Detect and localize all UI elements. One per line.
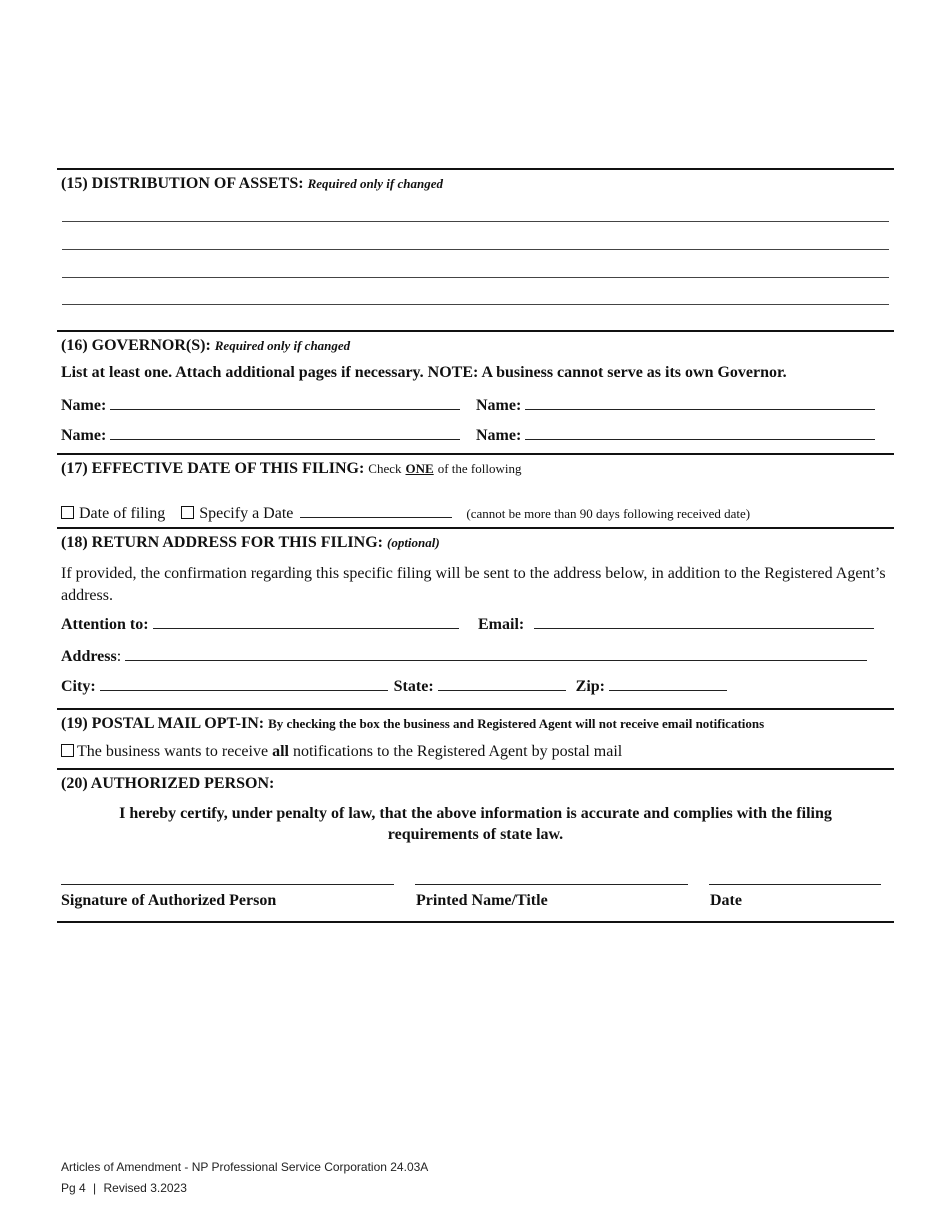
- attention-label: Attention to:: [61, 616, 149, 633]
- footer-form-title: Articles of Amendment - NP Professional Service Corporation 24.03A: [61, 1160, 429, 1174]
- postal-text-pre: The business wants to receive: [77, 743, 269, 760]
- date-of-filing-checkbox[interactable]: [61, 506, 74, 519]
- assets-line-3[interactable]: [62, 277, 889, 278]
- zip-field[interactable]: [609, 676, 727, 691]
- governor-name-field-3[interactable]: [110, 425, 460, 440]
- governor-name-field-2[interactable]: [525, 395, 875, 410]
- section-authorized-person: [57, 768, 894, 923]
- date-line[interactable]: [709, 884, 881, 885]
- specify-date-checkbox[interactable]: [181, 506, 194, 519]
- signature-label: Signature of Authorized Person: [61, 892, 277, 909]
- assets-line-4[interactable]: [62, 304, 889, 305]
- date-of-filing-label: Date of filing: [79, 505, 166, 522]
- section-postal-mail-opt-in: [57, 708, 894, 768]
- printed-name-line[interactable]: [415, 884, 688, 885]
- footer-revised: Revised 3.2023: [103, 1181, 187, 1195]
- postal-text-post: notifications to the Registered Agent by postal mail: [292, 743, 623, 760]
- section-governors: [57, 330, 894, 453]
- section-effective-date: [57, 453, 894, 527]
- assets-line-2[interactable]: [62, 249, 889, 250]
- address-field[interactable]: [125, 646, 867, 661]
- governor-name-label: Name:: [476, 397, 522, 414]
- governor-name-label: Name:: [61, 427, 107, 444]
- governor-name-field-1[interactable]: [110, 395, 460, 410]
- footer-page-number: Pg 4: [61, 1181, 86, 1195]
- email-label: Email:: [478, 616, 525, 633]
- signature-line[interactable]: [61, 884, 394, 885]
- check-post-text: of the following: [437, 461, 522, 476]
- footer-page-info: [61, 1181, 187, 1195]
- section-15-note: Required only if changed: [307, 176, 443, 191]
- governor-instruction: List at least one. Attach additional pages if necessary. NOTE: A business cannot serve as its own Governor.: [61, 364, 787, 381]
- date-limit-note: (cannot be more than 90 days following received date): [466, 506, 751, 521]
- state-field[interactable]: [438, 676, 566, 691]
- address-label: Address: [61, 648, 117, 665]
- section-return-address: [57, 527, 894, 708]
- email-field[interactable]: [534, 614, 874, 629]
- governor-name-field-4[interactable]: [525, 425, 875, 440]
- section-19-heading: (19) POSTAL MAIL OPT-IN:: [61, 715, 265, 732]
- section-distribution-of-assets: [57, 168, 894, 330]
- section-18-heading: (18) RETURN ADDRESS FOR THIS FILING:: [61, 534, 383, 551]
- section-19-note: By checking the box the business and Registered Agent will not receive email notifications: [268, 716, 765, 731]
- governor-name-label: Name:: [61, 397, 107, 414]
- attention-field[interactable]: [153, 614, 459, 629]
- state-label: State:: [393, 678, 434, 695]
- address-colon: :: [116, 648, 122, 665]
- check-pre-text: Check: [368, 461, 402, 476]
- printed-name-label: Printed Name/Title: [416, 892, 548, 909]
- section-17-heading: (17) EFFECTIVE DATE OF THIS FILING:: [61, 460, 365, 477]
- certification-statement: I hereby certify, under penalty of law, that the above information is accurate and complies with the filing requirements of state law.: [119, 805, 832, 843]
- section-16-note: Required only if changed: [214, 338, 351, 353]
- date-label: Date: [710, 892, 742, 909]
- section-18-note: (optional): [386, 535, 440, 550]
- return-address-instructions: If provided, the confirmation regarding this specific filing will be sent to the address below, in addition to the Registered Agent’s address.: [61, 565, 886, 604]
- city-field[interactable]: [100, 676, 388, 691]
- city-label: City:: [61, 678, 96, 695]
- specify-date-label: Specify a Date: [199, 505, 294, 522]
- footer-separator: |: [93, 1181, 97, 1195]
- amendment-form: [57, 168, 894, 923]
- specify-date-field[interactable]: [300, 503, 452, 518]
- zip-label: Zip:: [575, 678, 605, 695]
- governor-name-label: Name:: [476, 427, 522, 444]
- assets-line-1[interactable]: [62, 221, 889, 222]
- check-one-text: ONE: [405, 461, 434, 476]
- postal-text-all: all: [272, 743, 289, 760]
- section-16-heading: (16) GOVERNOR(S):: [61, 337, 211, 354]
- section-15-heading: (15) DISTRIBUTION OF ASSETS:: [61, 175, 304, 192]
- section-20-heading: (20) AUTHORIZED PERSON:: [61, 775, 275, 792]
- postal-mail-checkbox[interactable]: [61, 744, 74, 757]
